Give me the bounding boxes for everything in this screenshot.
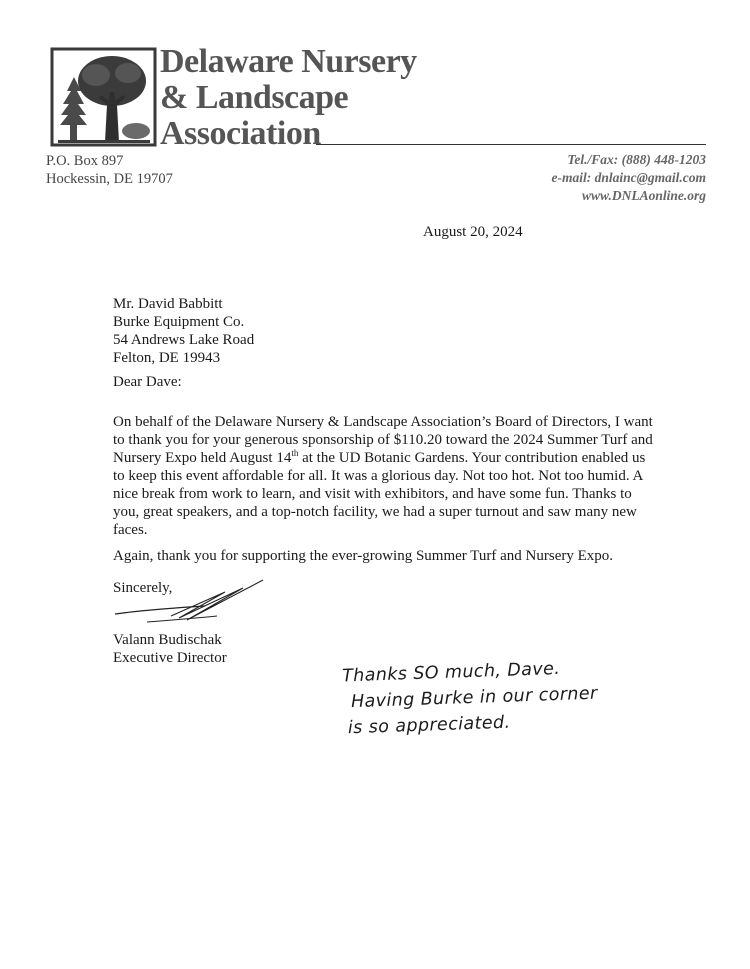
ordinal-suffix: th	[291, 448, 299, 458]
tree-logo-icon	[50, 47, 157, 147]
email-address: e-mail: dnlainc@gmail.com	[551, 170, 706, 185]
signer-title: Executive Director	[113, 650, 227, 666]
recipient-street: 54 Andrews Lake Road	[113, 332, 255, 348]
address-line-2: Hockessin, DE 19707	[46, 171, 173, 187]
paragraph-1-text-b: at the UD Botanic Gardens. Your contribution enabled us to keep this event affordable for all. It was a glorious day. Not too hot. Not too humid. A nice break from work to learn, and visit with exhibitors, and have some fun. Thanks to you, great speakers, and a top-notch facility, we had a super turnout and saw many new faces.	[113, 450, 646, 538]
signer-name: Valann Budischak	[113, 632, 222, 648]
org-name-line-1: Delaware Nursery	[160, 43, 417, 80]
org-name-line-2: & Landscape	[160, 79, 349, 116]
handwritten-line-2: Having Burke in our corner	[350, 683, 598, 713]
body-paragraph-2: Again, thank you for supporting the ever-growing Summer Turf and Nursery Expo.	[113, 548, 614, 564]
org-name-line-3: Association	[160, 115, 321, 152]
letter-date: August 20, 2024	[423, 224, 523, 240]
closing: Sincerely,	[113, 580, 173, 596]
paragraph-1-text-a: On behalf of the Delaware Nursery & Landscape Association’s Board of Directors, I want to thank you for your generous sponsorship of $110.20 toward the 2024 Summer Turf and Nursery Expo held August 14	[113, 414, 653, 466]
salutation: Dear Dave:	[113, 374, 182, 390]
recipient-name: Mr. David Babbitt	[113, 296, 223, 312]
address-line-1: P.O. Box 897	[46, 153, 124, 169]
handwritten-note	[342, 655, 599, 742]
body-paragraph-1	[113, 413, 658, 539]
recipient-address	[113, 295, 254, 367]
website: www.DNLAonline.org	[581, 188, 706, 203]
signature	[113, 578, 273, 626]
recipient-city: Felton, DE 19943	[113, 350, 221, 366]
letterhead-divider	[316, 144, 706, 145]
contact-info	[552, 151, 706, 205]
tel-fax: Tel./Fax: (888) 448-1203	[567, 152, 706, 167]
signer-block	[113, 631, 227, 667]
mailing-address	[46, 152, 173, 188]
handwritten-line-3: is so appreciated.	[347, 712, 511, 739]
organization-name	[160, 44, 417, 152]
recipient-company: Burke Equipment Co.	[113, 314, 245, 330]
handwritten-line-1: Thanks SO much, Dave.	[341, 658, 561, 687]
